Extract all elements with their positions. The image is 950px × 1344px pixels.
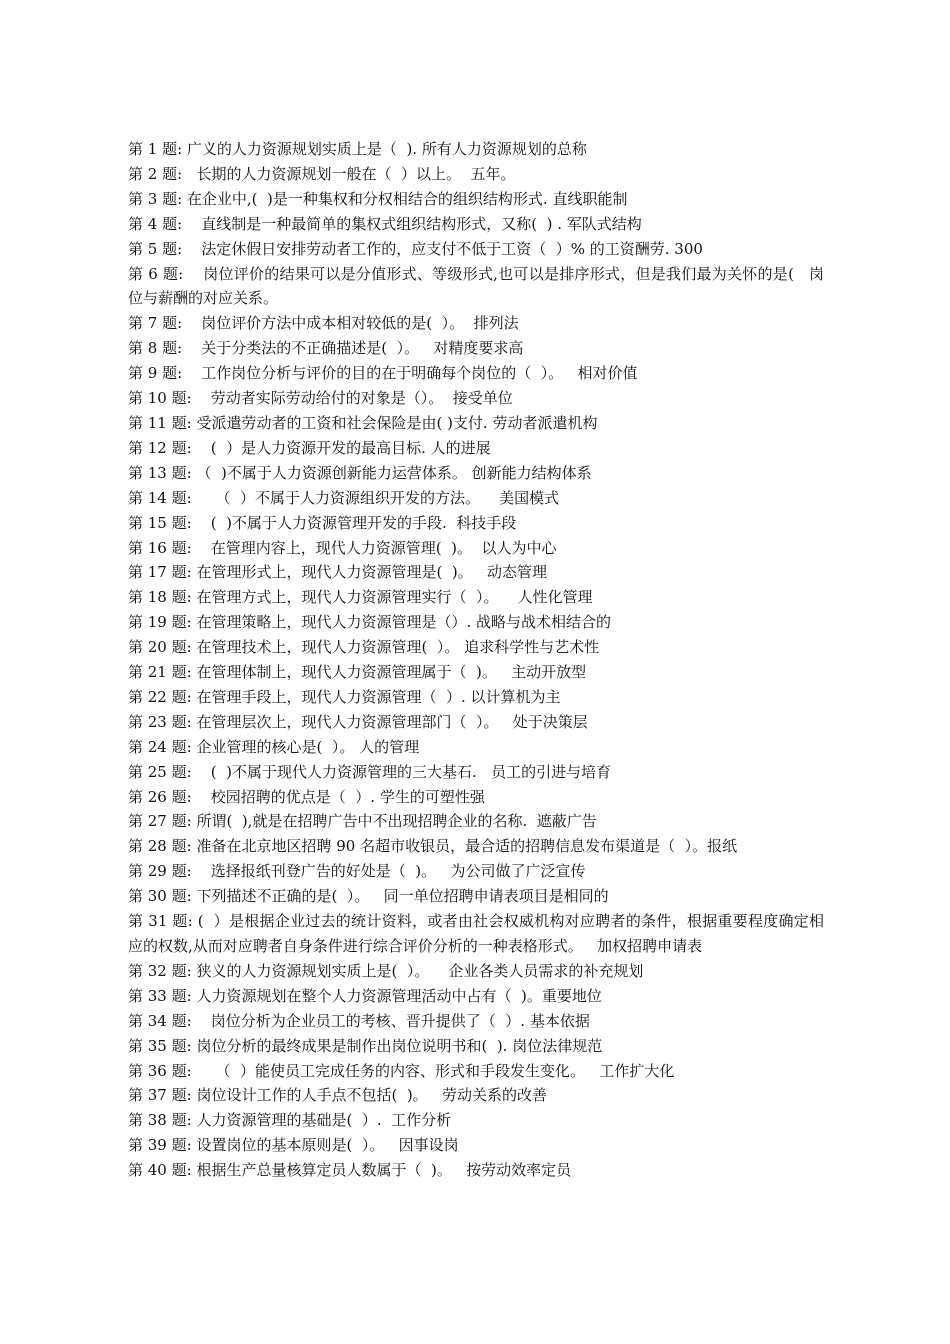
question-item: 第 30 题: 下列描述不正确的是( ）。 同一单位招聘申请表项目是相同的 <box>128 887 609 906</box>
question-item: 第 29 题: 选择报纸刊登广告的好处是（ )。 为公司做了广泛宣传 <box>128 862 586 881</box>
question-item: 第 28 题: 准备在北京地区招聘 90 名超市收银员，最合适的招聘信息发布渠道是（ ）。报纸 <box>128 837 738 856</box>
question-item: 第 8 题: 关于分类法的不正确描述是( ）。 对精度要求高 <box>128 339 524 358</box>
question-item: 第 15 题: ( )不属于人力资源管理开发的手段. 科技手段 <box>128 513 517 532</box>
question-item: 第 39 题: 设置岗位的基本原则是( ）。 因事设岗 <box>128 1136 459 1155</box>
question-item: 第 1 题: 广义的人力资源规划实质上是（ ). 所有人力资源规划的总称 <box>128 140 587 158</box>
question-item: 第 2 题: 长期的人力资源规划一般在（ ）以上。 五年。 <box>128 164 516 183</box>
document-page <box>128 137 824 1183</box>
question-item: 第 36 题: （ ）能使员工完成任务的内容、形式和手段发生变化。 工作扩大化 <box>128 1061 675 1080</box>
question-item: 第 10 题: 劳动者实际劳动给付的对象是（）。 接受单位 <box>128 389 513 408</box>
question-item: 第 27 题: 所谓( ),就是在招聘广告中不出现招聘企业的名称. 遮蔽广告 <box>128 812 597 831</box>
question-item: 第 13 题: （ )不属于人力资源创新能力运营体系。 创新能力结构体系 <box>128 463 592 482</box>
question-item: 第 12 题: ( ）是人力资源开发的最高目标. 人的进展 <box>128 438 491 457</box>
question-item: 第 14 题: （ ）不属于人力资源组织开发的方法。 美国模式 <box>128 488 560 507</box>
question-item: 第 32 题: 狭义的人力资源规划实质上是( ）。 企业各类人员需求的补充规划 <box>128 961 644 980</box>
question-list <box>128 137 824 1183</box>
question-item: 第 20 题: 在管理技术上，现代人力资源管理( ）。 追求科学性与艺术性 <box>128 638 600 657</box>
question-item: 第 3 题: 在企业中,( )是一种集权和分权相结合的组织结构形式. 直线职能制 <box>128 189 628 208</box>
question-item: 第 31 题: ( ）是根据企业过去的统计资料，或者由社会权威机构对应聘者的条件，根据重要程度确定相应的权数,从而对应聘者自身条件进行综合评价分析的一种表格形式。 加权招聘申请表 <box>128 912 824 955</box>
question-item: 第 23 题: 在管理层次上，现代人力资源管理部门（ ）。 处于决策层 <box>128 712 588 731</box>
question-item: 第 4 题: 直线制是一种最简单的集权式组织结构形式，又称( ) . 军队式结构 <box>128 214 642 233</box>
question-item: 第 24 题: 企业管理的核心是( ）。 人的管理 <box>128 737 420 756</box>
question-item: 第 33 题: 人力资源规划在整个人力资源管理活动中占有（ )。重要地位 <box>128 986 602 1005</box>
question-item: 第 19 题: 在管理策略上，现代人力资源管理是（）. 战略与战术相结合的 <box>128 613 611 632</box>
question-item: 第 26 题: 校园招聘的优点是（ ）. 学生的可塑性强 <box>128 787 485 806</box>
question-item: 第 37 题: 岗位设计工作的人手点不包括( )。 劳动关系的改善 <box>128 1086 547 1105</box>
question-item: 第 25 题: ( )不属于现代人力资源管理的三大基石. 员工的引进与培育 <box>128 762 612 781</box>
question-item: 第 9 题: 工作岗位分析与评价的目的在于明确每个岗位的（ ）。 相对价值 <box>128 364 638 383</box>
question-item: 第 17 题: 在管理形式上，现代人力资源管理是( )。 动态管理 <box>128 563 547 582</box>
question-item: 第 35 题: 岗位分析的最终成果是制作出岗位说明书和( ). 岗位法律规范 <box>128 1036 603 1055</box>
question-item: 第 11 题: 受派遣劳动者的工资和社会保险是由( )支付. 劳动者派遣机构 <box>128 413 598 432</box>
question-item: 第 34 题: 岗位分析为企业员工的考核、晋升提供了（ ）. 基本依据 <box>128 1011 590 1030</box>
question-item: 第 38 题: 人力资源管理的基础是( ）. 工作分析 <box>128 1111 452 1130</box>
question-item: 第 7 题: 岗位评价方法中成本相对较低的是( ）。 排列法 <box>128 314 519 333</box>
question-item: 第 16 题: 在管理内容上，现代人力资源管理( )。 以人为中心 <box>128 538 557 557</box>
question-item: 第 21 题: 在管理体制上，现代人力资源管理属于（ )。 主动开放型 <box>128 663 587 682</box>
question-item: 第 22 题: 在管理手段上，现代人力资源管理（ ）. 以计算机为主 <box>128 687 561 706</box>
question-item: 第 5 题: 法定休假日安排劳动者工作的，应支付不低于工资（ ）% 的工资酬劳. 300 <box>128 239 703 258</box>
question-item: 第 6 题: 岗位评价的结果可以是分值形式、等级形式,也可以是排序形式，但是我们最为关怀的是( 岗位与薪酬的对应关系。 <box>128 264 824 308</box>
question-item: 第 18 题: 在管理方式上，现代人力资源管理实行（ ）。 人性化管理 <box>128 588 593 607</box>
question-item: 第 40 题: 根据生产总量核算定员人数属于（ )。 按劳动效率定员 <box>128 1161 572 1180</box>
